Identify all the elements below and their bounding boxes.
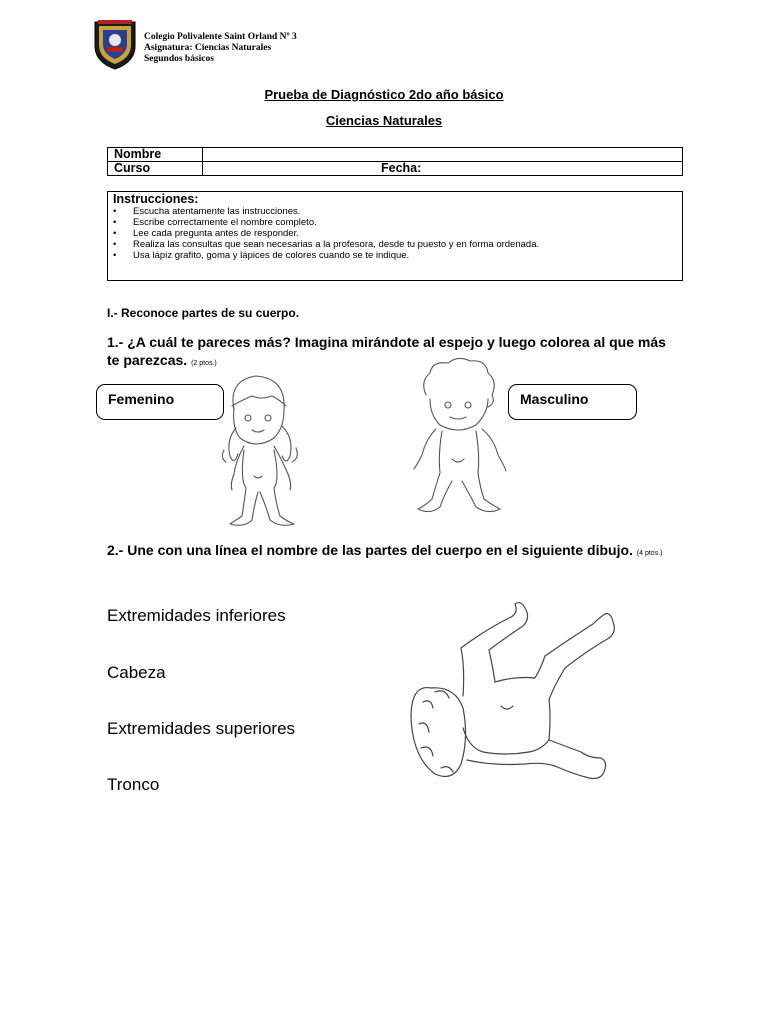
male-label-box: Masculino <box>508 384 637 420</box>
level-line: Segundos básicos <box>144 54 214 64</box>
bullet-icon: • <box>113 217 117 228</box>
school-crest-icon <box>92 18 138 70</box>
question-1 <box>107 333 667 373</box>
document-title: Prueba de Diagnóstico 2do año básico <box>264 87 504 102</box>
nombre-field[interactable] <box>203 148 683 162</box>
bullet-icon: • <box>113 228 117 239</box>
instruction-text: Realiza las consultas que sean necesarias a la profesora, desde tu puesto y en forma ordenada. <box>133 239 540 250</box>
body-part-label-lower-limbs[interactable]: Extremidades inferiores <box>107 606 286 625</box>
section-title: I.- Reconoce partes de su cuerpo. <box>107 306 300 320</box>
instruction-text: Usa lápiz grafito, goma y lápices de colores cuando se te indique. <box>133 250 410 261</box>
body-part-label-trunk[interactable]: Tronco <box>107 775 160 794</box>
female-label-box: Femenino <box>96 384 224 420</box>
curso-label: Curso <box>108 162 203 176</box>
question-2-points: (4 ptos.) <box>636 550 663 557</box>
boy-figure-illustration[interactable] <box>396 355 522 523</box>
body-outline-illustration[interactable] <box>405 588 623 810</box>
question-2 <box>107 541 667 563</box>
instruction-text: Escribe correctamente el nombre completo. <box>133 217 317 228</box>
bullet-icon: • <box>113 206 117 217</box>
question-1-points: (2 ptos.) <box>191 360 217 367</box>
girl-figure-illustration[interactable] <box>198 370 318 532</box>
body-part-label-upper-limbs[interactable]: Extremidades superiores <box>107 719 296 738</box>
instruction-item <box>113 206 677 217</box>
subject-line: Asignatura: Ciencias Naturales <box>144 43 272 53</box>
instruction-item <box>113 250 677 261</box>
bullet-icon: • <box>113 239 117 250</box>
question-2-text: 2.- Une con una línea el nombre de las partes del cuerpo en el siguiente dibujo. <box>107 542 633 558</box>
school-header <box>92 18 412 70</box>
instruction-item <box>113 217 677 228</box>
instruction-text: Escucha atentamente las instrucciones. <box>133 206 301 217</box>
instruction-item <box>113 239 677 250</box>
student-info-table <box>107 147 683 176</box>
document-subtitle: Ciencias Naturales <box>325 113 443 128</box>
instructions-box <box>107 191 683 281</box>
instruction-text: Lee cada pregunta antes de responder. <box>133 228 299 239</box>
instructions-title: Instrucciones: <box>113 192 199 206</box>
body-part-label-head[interactable]: Cabeza <box>107 663 166 682</box>
nombre-label: Nombre <box>108 148 203 162</box>
question-1-text: 1.- ¿A cuál te pareces más? Imagina mirándote al espejo y luego colorea al que más te parezcas. <box>107 334 666 368</box>
instructions-list <box>113 206 677 261</box>
curso-row <box>108 162 683 176</box>
school-name: Colegio Polivalente Saint Orland Nº 3 <box>144 32 297 42</box>
instruction-item <box>113 228 677 239</box>
nombre-row <box>108 148 683 162</box>
bullet-icon: • <box>113 250 117 261</box>
fecha-label: Fecha: <box>203 162 683 176</box>
